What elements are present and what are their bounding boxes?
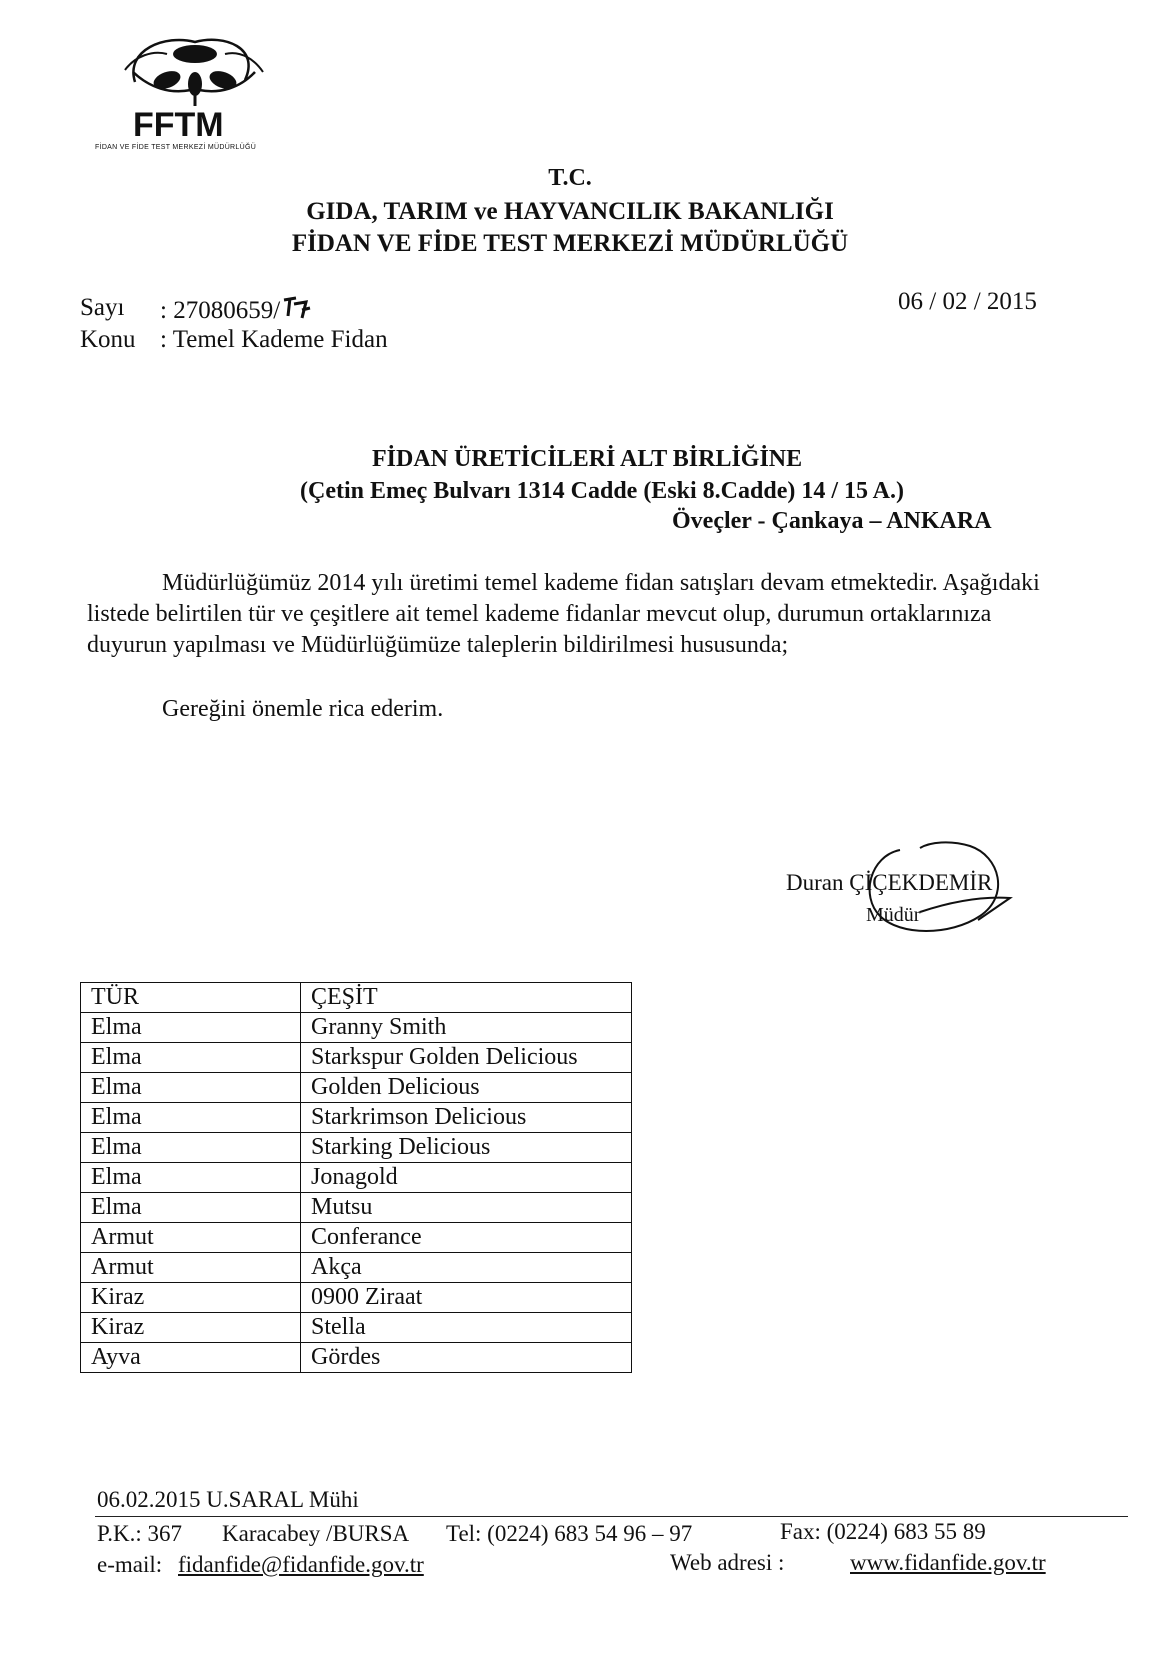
table-row xyxy=(81,1013,632,1043)
cell-tur: Elma xyxy=(81,1163,301,1193)
footer-divider xyxy=(95,1516,1128,1517)
cell-cesit: Granny Smith xyxy=(301,1013,632,1043)
cell-cesit: Mutsu xyxy=(301,1193,632,1223)
signatory-name: Duran ÇİÇEKDEMİR xyxy=(786,870,993,895)
cell-tur: Ayva xyxy=(81,1343,301,1373)
logo-subtitle: FİDAN VE FİDE TEST MERKEZİ MÜDÜRLÜĞÜ xyxy=(95,144,257,151)
cell-cesit: Akça xyxy=(301,1253,632,1283)
table-row xyxy=(81,1253,632,1283)
header-tc: T.C. xyxy=(548,165,592,191)
header-ministry: GIDA, TARIM ve HAYVANCILIK BAKANLIĞI xyxy=(306,198,834,225)
table-row xyxy=(81,1343,632,1373)
body-paragraph-line-1: Müdürlüğümüz 2014 yılı üretimi temel kademe fidan satışları devam etmektedir. Aşağıdaki xyxy=(162,570,1040,596)
recipient-street: (Çetin Emeç Bulvarı 1314 Cadde (Eski 8.Cadde) 14 / 15 A.) xyxy=(300,478,905,504)
table-row xyxy=(81,1103,632,1133)
species-variety-table xyxy=(80,982,632,1373)
closing-line: Gereğini önemle rica ederim. xyxy=(162,696,444,722)
cell-tur: Kiraz xyxy=(81,1283,301,1313)
footer-author-line: 06.02.2015 U.SARAL Mühi xyxy=(97,1487,359,1512)
footer-po-box: P.K.: 367 xyxy=(97,1521,182,1546)
recipient-city: Öveçler - Çankaya – ANKARA xyxy=(672,508,992,534)
table-row xyxy=(81,1313,632,1343)
cell-cesit: Jonagold xyxy=(301,1163,632,1193)
logo-acronym: FFTM xyxy=(133,106,224,144)
recipient-name: FİDAN ÜRETİCİLERİ ALT BİRLİĞİNE xyxy=(372,446,803,472)
footer-phone: Tel: (0224) 683 54 96 – 97 xyxy=(446,1521,693,1546)
table-row xyxy=(81,1223,632,1253)
header-tur: TÜR xyxy=(81,983,301,1013)
header-cesit: ÇEŞİT xyxy=(301,983,632,1013)
table-row xyxy=(81,1163,632,1193)
cell-tur: Armut xyxy=(81,1253,301,1283)
cell-cesit: Starking Delicious xyxy=(301,1133,632,1163)
signatory-title: Müdür xyxy=(866,904,921,926)
footer-web-label: Web adresi : xyxy=(670,1550,785,1575)
footer-web-link[interactable]: www.fidanfide.gov.tr xyxy=(850,1550,1046,1575)
cell-tur: Elma xyxy=(81,1043,301,1073)
table-row xyxy=(81,1193,632,1223)
konu-label: Konu xyxy=(80,326,136,353)
cell-tur: Kiraz xyxy=(81,1313,301,1343)
footer-fax: Fax: (0224) 683 55 89 xyxy=(780,1519,986,1544)
cell-tur: Armut xyxy=(81,1223,301,1253)
body-paragraph-line-2: listede belirtilen tür ve çeşitlere ait temel kademe fidanlar mevcut olup, durumun ortaklarınıza xyxy=(87,601,992,627)
cell-tur: Elma xyxy=(81,1073,301,1103)
footer-email-link[interactable]: fidanfide@fidanfide.gov.tr xyxy=(178,1552,424,1577)
sayi-value xyxy=(160,294,314,325)
cell-cesit: Conferance xyxy=(301,1223,632,1253)
fftm-emblem-icon xyxy=(95,20,295,160)
cell-tur: Elma xyxy=(81,1133,301,1163)
table-row xyxy=(81,1283,632,1313)
table-row xyxy=(81,1133,632,1163)
cell-tur: Elma xyxy=(81,1193,301,1223)
body-paragraph-line-3: duyurun yapılması ve Müdürlüğümüze taleplerin bildirilmesi hususunda; xyxy=(87,632,789,658)
header-directorate: FİDAN VE FİDE TEST MERKEZİ MÜDÜRLÜĞÜ xyxy=(291,230,849,257)
cell-cesit: Starkrimson Delicious xyxy=(301,1103,632,1133)
table-body xyxy=(81,983,632,1373)
cell-cesit: Golden Delicious xyxy=(301,1073,632,1103)
fftm-logo xyxy=(95,20,295,160)
table-header-row xyxy=(81,983,632,1013)
sayi-label: Sayı xyxy=(80,294,125,321)
konu-value: : Temel Kademe Fidan xyxy=(160,326,388,353)
footer-email-label: e-mail: xyxy=(97,1552,163,1577)
handwritten-number-icon xyxy=(280,294,314,324)
document-date: 06 / 02 / 2015 xyxy=(898,288,1037,315)
cell-tur: Elma xyxy=(81,1013,301,1043)
cell-cesit: Starkspur Golden Delicious xyxy=(301,1043,632,1073)
cell-tur: Elma xyxy=(81,1103,301,1133)
table-row xyxy=(81,1073,632,1103)
cell-cesit: Stella xyxy=(301,1313,632,1343)
footer-city: Karacabey /BURSA xyxy=(222,1521,410,1546)
cell-cesit: 0900 Ziraat xyxy=(301,1283,632,1313)
table-row xyxy=(81,1043,632,1073)
cell-cesit: Gördes xyxy=(301,1343,632,1373)
sayi-number: : 27080659/ xyxy=(160,297,281,324)
